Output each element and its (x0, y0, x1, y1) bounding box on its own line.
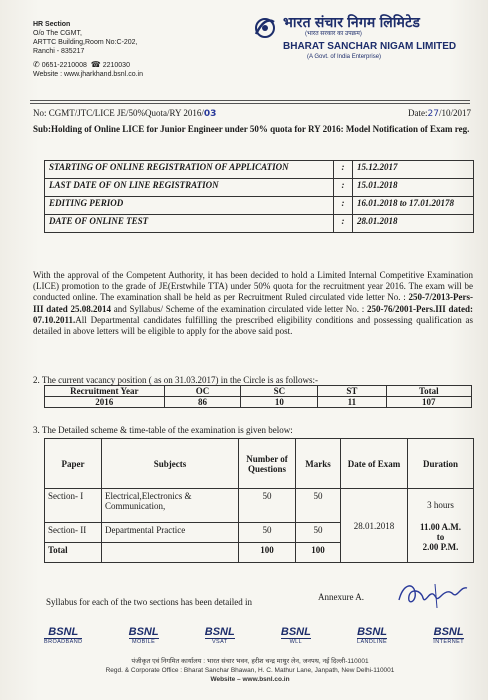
service-name: LANDLINE (357, 639, 388, 645)
reference-number (33, 108, 216, 119)
fax-number: 2210030 (102, 62, 130, 69)
exam-heading: 3. The Detailed scheme & time-table of the examination is given below: (33, 425, 293, 435)
schedule-label: EDITING PERIOD (45, 197, 334, 215)
footer-hindi: पंजीकृत एवं निगमित कार्यालय : भारत संचार भवन, हरीश चन्द्र माथुर लेन, जनपथ, नई दिल्ली-110001 (131, 658, 369, 665)
service-name: WLL (281, 638, 311, 646)
vacancy-heading: 2. The current vacancy position ( as on 31.03.2017) in the Circle is as follows:- (33, 375, 319, 385)
exam-paper: Section- I (45, 489, 102, 523)
exam-header: Paper (45, 439, 102, 489)
fax-icon: ☎ (90, 60, 101, 69)
header-divider (30, 100, 470, 101)
phone-number: 0651-2210008 (41, 62, 87, 69)
schedule-label: DATE OF ONLINE TEST (45, 215, 334, 233)
exam-total-questions: 100 (239, 543, 296, 563)
exam-date: 28.01.2018 (341, 489, 408, 563)
brand-english: BHARAT SANCHAR NIGAM LIMITED (283, 41, 457, 52)
exam-table (44, 438, 474, 563)
exam-duration (408, 489, 474, 563)
schedule-label: LAST DATE OF ON LINE REGISTRATION (45, 179, 334, 197)
schedule-row (45, 215, 474, 233)
service-landline (357, 626, 387, 646)
website-line: Website : www.jharkhand.bsnl.co.in (33, 71, 143, 78)
office-line-2: O/o The CGMT, (33, 30, 82, 37)
schedule-row (45, 161, 474, 179)
exam-header: Number of Questions (239, 439, 296, 489)
schedule-colon: : (334, 197, 353, 215)
subject-line: Sub:Holding of Online LICE for Junior Engineer under 50% quota for RY 2016: Model Notification of Exam reg. (33, 124, 470, 134)
syllabus-note: Syllabus for each of the two sections has been detailed in (46, 597, 252, 607)
vacancy-cell: 107 (386, 397, 471, 408)
paragraph-bold-2: 250-76/2001-Pers.III dated: 07.10.2011. (33, 303, 473, 325)
exam-marks: 50 (296, 523, 341, 543)
reference-number-handwritten: 03 (203, 109, 217, 119)
schedule-row (45, 197, 474, 215)
vacancy-cell: 86 (164, 397, 241, 408)
date-rest: /10/2017 (438, 108, 471, 118)
exam-total-label: Total (45, 543, 102, 563)
footer (60, 657, 440, 684)
vacancy-cell: 2016 (45, 397, 165, 408)
schedule-colon: : (334, 215, 353, 233)
service-vsat (205, 626, 235, 646)
service-brand: BSNL (280, 626, 311, 638)
exam-paper: Section- II (45, 523, 102, 543)
vacancy-row (45, 397, 472, 408)
service-brand: BSNL (357, 626, 388, 638)
exam-header: Date of Exam (341, 439, 408, 489)
schedule-colon: : (334, 161, 353, 179)
vacancy-cell: 10 (241, 397, 318, 408)
footer-english: Regd. & Corporate Office : Bharat Sanchar Bhawan, H. C. Mathur Lane, Janpath, New Delhi-110001 (105, 667, 395, 674)
annexure-reference: Annexure A. (318, 592, 364, 602)
vacancy-header: Recruitment Year (45, 386, 165, 397)
paragraph-text-2: and Syllabus/ Scheme of the examination circulated vide letter No. : (110, 303, 367, 314)
vacancy-cell: 11 (318, 397, 386, 408)
exam-total-marks: 100 (296, 543, 341, 563)
time-from: 11.00 A.M. (419, 521, 461, 532)
paragraph-text-1: With the approval of the Competent Authority, it has been decided to hold a Limited Internal Competitive Examination (LICE) promotion to the grade of JE(Erstwhile TTA) under 50% quota for the recruitment year 2016. The exam will be conducted online. The examination shall be held as per Recruitment Ruled circulated vide letter No. : (33, 270, 473, 303)
brand-block (283, 14, 456, 61)
service-name: VSAT (205, 638, 235, 646)
schedule-value: 15.12.2017 (353, 161, 474, 179)
exam-questions: 50 (239, 523, 296, 543)
bsnl-logo-icon (252, 14, 278, 44)
brand-hindi: भारत संचार निगम लिमिटेड (283, 14, 421, 30)
exam-row (45, 489, 474, 523)
header-divider-2 (30, 103, 470, 104)
service-mobile (129, 626, 159, 646)
service-wll (281, 626, 311, 646)
schedule-table (44, 160, 474, 233)
duration-hours: 3 hours (427, 499, 454, 510)
exam-header: Subjects (102, 439, 239, 489)
service-brand: BSNL (128, 626, 159, 638)
vacancy-table (44, 385, 472, 408)
schedule-colon: : (334, 179, 353, 197)
exam-subjects: Departmental Practice (102, 523, 239, 543)
exam-header-row (45, 439, 474, 489)
date-label: Date: (408, 108, 428, 118)
brand-hindi-sub: (भारत सरकार का उपक्रम) (305, 31, 362, 37)
service-broadband (44, 626, 82, 646)
time-to: 2.00 P.M. (422, 541, 459, 552)
service-brand: BSNL (204, 626, 235, 638)
vacancy-header: ST (318, 386, 386, 397)
letter-date (408, 108, 471, 119)
service-name: INTERNET (433, 639, 464, 645)
schedule-value: 15.01.2018 (353, 179, 474, 197)
service-name: MOBILE (129, 638, 159, 646)
paragraph-bold-1: 250-7/2013-Pers-III dated 25.08.2014 (33, 292, 473, 314)
office-line-1: HR Section (33, 21, 71, 28)
body-paragraph (33, 270, 473, 337)
vacancy-header: SC (241, 386, 318, 397)
date-handwritten: 27 (427, 109, 439, 119)
schedule-value: 16.01.2018 to 17.01.20178 (353, 197, 474, 215)
service-brand: BSNL (433, 626, 464, 638)
schedule-value: 28.01.2018 (353, 215, 474, 233)
schedule-label: STARTING OF ONLINE REGISTRATION OF APPLICATION (45, 161, 334, 179)
brand-english-sub: (A Govt. of India Enterprise) (307, 54, 382, 60)
office-address (33, 20, 143, 79)
service-internet (433, 626, 464, 646)
signature-icon (395, 578, 475, 614)
vacancy-header: Total (386, 386, 471, 397)
exam-questions: 50 (239, 489, 296, 523)
time-to-word: to (436, 531, 445, 542)
service-name: BROADBAND (44, 639, 83, 645)
reference-line (33, 108, 471, 119)
office-line-4: Ranchi - 835217 (33, 48, 85, 55)
services-strip (44, 626, 464, 646)
vacancy-header-row (45, 386, 472, 397)
exam-marks: 50 (296, 489, 341, 523)
exam-header: Marks (296, 439, 341, 489)
exam-total-blank (102, 543, 239, 563)
exam-subjects: Electrical,Electronics & Communication, (102, 489, 239, 523)
footer-website[interactable]: Website – www.bsnl.co.in (210, 676, 290, 683)
paragraph-text-3: All Departmental candidates fulfilling the prescribed eligibility conditions and possessing qualification as detailed in above letters will be eligible to apply for the above said post. (33, 314, 473, 337)
phone-icon: ✆ (33, 60, 40, 69)
contact-line (33, 60, 143, 70)
service-brand: BSNL (48, 626, 79, 638)
office-line-3: ARTTC Building,Room No:C-202, (33, 39, 138, 46)
schedule-row (45, 179, 474, 197)
vacancy-header: OC (164, 386, 241, 397)
reference-number-text: No: CGMT/JTC/LICE JE/50%Quota/RY 2016/ (33, 108, 204, 118)
exam-header: Duration (408, 439, 474, 489)
